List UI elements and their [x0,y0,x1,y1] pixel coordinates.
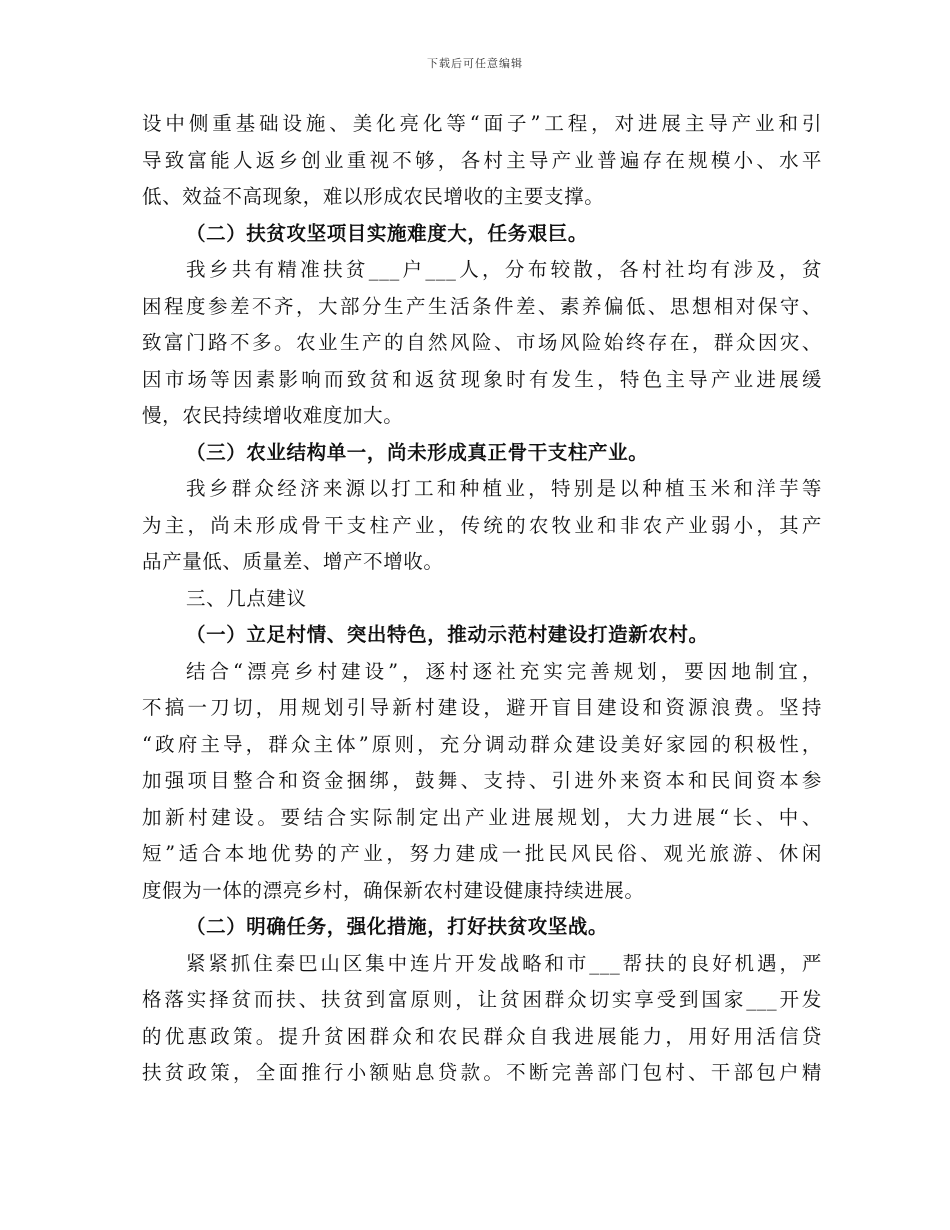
text-line: 困程度参差不齐，大部分生产生活条件差、素养偏低、思想相对保守、 [142,294,822,318]
text-line: 加新村建设。要结合实际制定出产业进展规划，大力进展“长、中、 [142,805,822,829]
text-line: 导致富能人返乡创业重视不够，各村主导产业普遍存在规模小、水平 [142,148,822,172]
text-line: 紧紧抓住秦巴山区集中连片开发战略和市___帮扶的良好机遇，严 [186,951,822,975]
section-heading: （一）立足村情、突出特色，推动示范村建设打造新农村。 [186,623,709,646]
text-line: 致富门路不多。农业生产的自然风险、市场风险始终存在，群众因灾、 [142,331,822,354]
text-line: 因市场等因素影响而致贫和返贫现象时有发生，特色主导产业进展缓 [142,367,822,391]
text-line: 为主，尚未形成骨干支柱产业，传统的农牧业和非农产业弱小，其产 [142,513,822,537]
text-line: 短”适合本地优势的产业，努力建成一批民风民俗、观光旅游、休闲 [142,842,822,865]
text-line: 加强项目整合和资金捆绑，鼓舞、支持、引进外来资本和民间资本参 [142,769,822,792]
section-heading: （二）明确任务，强化措施，打好扶贫攻坚战。 [186,915,609,938]
text-line: 三、几点建议 [186,586,307,610]
document-body [142,106,822,1092]
text-line: 格落实择贫而扶、扶贫到富原则，让贫困群众切实享受到国家___开发 [142,988,822,1011]
text-line: 的优惠政策。提升贫困群众和农民群众自我进展能力，用好用活信贷 [142,1024,822,1048]
section-heading: （三）农业结构单一，尚未形成真正骨干支柱产业。 [186,440,649,464]
text-line: 设中侧重基础设施、美化亮化等“面子”工程，对进展主导产业和引 [142,112,822,135]
text-line: 结合“漂亮乡村建设”，逐村逐社充实完善规划，要因地制宜， [186,659,822,683]
text-line: “政府主导，群众主体”原则，充分调动群众建设美好家园的积极性， [142,732,822,756]
section-heading: （二）扶贫攻坚项目实施难度大，任务艰巨。 [186,221,589,245]
text-line: 慢，农民持续增收难度加大。 [142,404,404,427]
text-line: 我乡群众经济来源以打工和种植业，特别是以种植玉米和洋芋等 [186,477,822,500]
text-line: 度假为一体的漂亮乡村，确保新农村建设健康持续进展。 [142,878,645,902]
text-line: 品产量低、质量差、增产不增收。 [142,550,444,573]
text-line: 扶贫政策，全面推行小额贴息贷款。不断完善部门包村、干部包户精 [142,1061,822,1084]
text-line: 不搞一刀切，用规划引导新村建设，避开盲目建设和资源浪费。坚持 [142,696,822,719]
page-header: 下载后可任意编辑 [427,57,523,70]
text-line: 我乡共有精准扶贫___户___人，分布较散，各村社均有涉及，贫 [186,258,822,281]
text-line: 低、效益不高现象，难以形成农民增收的主要支撑。 [142,185,605,208]
